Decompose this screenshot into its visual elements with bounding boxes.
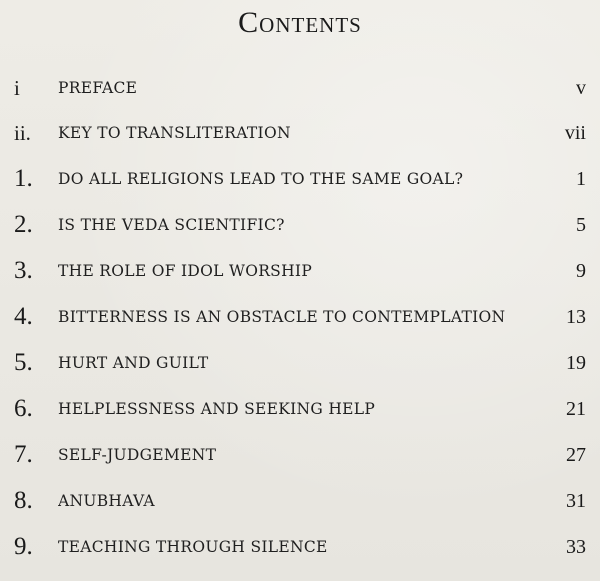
- entry-page: 33: [566, 535, 586, 558]
- entry-page: 31: [566, 489, 586, 512]
- entry-number: 9.: [14, 533, 33, 560]
- toc-entry-key-to-transliteration: [14, 113, 586, 153]
- entry-number: 8.: [14, 487, 33, 514]
- entry-page: 1: [576, 167, 586, 190]
- entry-page: 27: [566, 443, 586, 466]
- toc-entry-chapter-4: [14, 297, 586, 337]
- entry-page: 21: [566, 397, 586, 420]
- toc-entry-chapter-5: [14, 343, 586, 383]
- entry-number: 3.: [14, 257, 33, 284]
- entry-number: 2.: [14, 211, 33, 238]
- entry-title: DO ALL RELIGIONS LEAD TO THE SAME GOAL?: [58, 170, 464, 188]
- toc-entry-chapter-8: [14, 481, 586, 521]
- entry-number: 6.: [14, 395, 33, 422]
- entry-title: SELF-JUDGEMENT: [58, 446, 217, 464]
- entry-title: PREFACE: [58, 79, 138, 97]
- toc-entry-chapter-9: [14, 527, 586, 567]
- entry-number: 4.: [14, 303, 33, 330]
- entry-title: TEACHING THROUGH SILENCE: [58, 538, 328, 556]
- entry-title: HURT AND GUILT: [58, 354, 209, 372]
- entry-number: 7.: [14, 441, 33, 468]
- entry-page: 5: [576, 213, 586, 236]
- toc-entry-chapter-6: [14, 389, 586, 429]
- entry-title: KEY TO TRANSLITERATION: [58, 124, 291, 142]
- entry-title: ANUBHAVA: [58, 492, 155, 510]
- entry-page: vii: [564, 121, 586, 144]
- entry-page: v: [576, 76, 586, 99]
- entry-number: ii.: [14, 120, 31, 145]
- entry-number: 5.: [14, 349, 33, 376]
- entry-page: 19: [566, 351, 586, 374]
- toc-entry-chapter-2: [14, 205, 586, 245]
- entry-page: 13: [566, 305, 586, 328]
- entry-title: HELPLESSNESS AND SEEKING HELP: [58, 400, 376, 418]
- toc-entry-chapter-3: [14, 251, 586, 291]
- entry-number: 1.: [14, 165, 33, 192]
- entry-title: BITTERNESS IS AN OBSTACLE TO CONTEMPLATION: [58, 308, 506, 326]
- toc-entry-chapter-1: [14, 159, 586, 199]
- toc-entry-preface: [14, 68, 586, 108]
- entry-page: 9: [576, 259, 586, 282]
- entry-number: i: [14, 75, 20, 100]
- toc-entry-chapter-7: [14, 435, 586, 475]
- contents-heading: Contents: [238, 6, 362, 39]
- entry-title: THE ROLE OF IDOL WORSHIP: [58, 262, 313, 280]
- entry-title: IS THE VEDA SCIENTIFIC?: [58, 216, 285, 234]
